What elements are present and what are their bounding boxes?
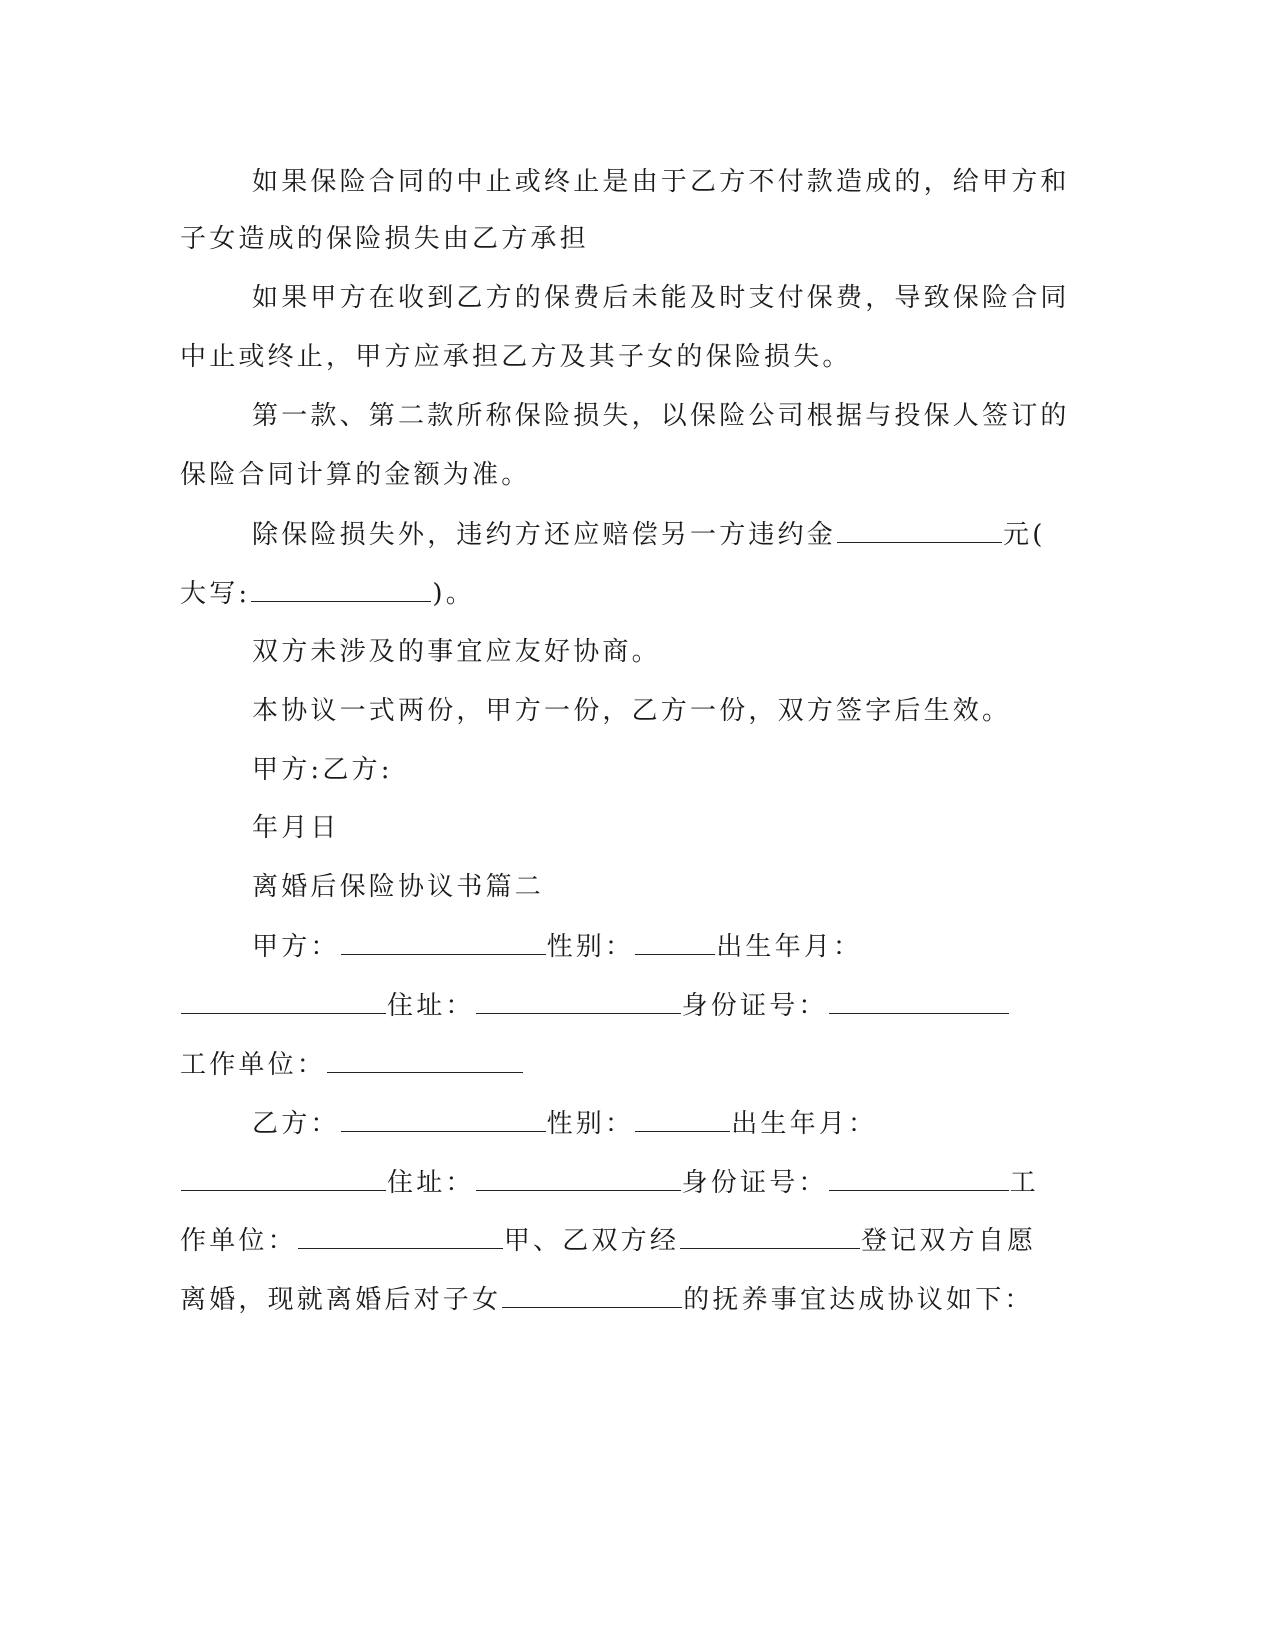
party-a-label: 甲方： (252, 932, 340, 962)
paragraph-line: 中止或终止，甲方应承担乙方及其子女的保险损失。 (180, 342, 852, 372)
uppercase-amount-blank[interactable] (251, 573, 431, 602)
party-b-id-blank[interactable] (829, 1162, 1009, 1191)
id-label: 身份证号： (681, 991, 828, 1021)
paragraph-line: 本协议一式两份，甲方一份，乙方一份，双方签字后生效。 (252, 696, 1012, 726)
party-a-birth-blank[interactable] (181, 985, 386, 1014)
party-b-work-blank[interactable] (298, 1220, 503, 1249)
party-a-work-line (180, 1044, 1040, 1084)
party-b-birth-blank[interactable] (181, 1162, 386, 1191)
party-b-label: 乙方： (252, 1109, 340, 1139)
gender-label: 性别： (546, 1109, 635, 1139)
work-label: 工作单位： (180, 1050, 327, 1080)
section-title: 离婚后保险协议书篇二 (252, 872, 545, 902)
child-name-blank[interactable] (502, 1279, 682, 1308)
date-line: 年月日 (252, 813, 340, 843)
party-b-name-blank[interactable] (341, 1103, 546, 1132)
party-a-name-blank[interactable] (341, 926, 546, 955)
paragraph-line: 第一款、第二款所称保险损失，以保险公司根据与投保人签订的 (252, 401, 1070, 431)
party-b-address-blank[interactable] (476, 1162, 681, 1191)
party-a-address-line (180, 985, 1040, 1025)
divorce-text: 离婚，现就离婚后对子女 (180, 1285, 502, 1315)
paragraph-line: 保险合同计算的金额为准。 (180, 460, 531, 490)
child-line (180, 1279, 1040, 1319)
parties-text: 甲、乙双方经 (503, 1226, 680, 1256)
registration-text: 登记双方自愿 (861, 1226, 1037, 1256)
signature-line: 甲方:乙方: (252, 755, 393, 785)
penalty-uppercase-line (180, 573, 1040, 613)
party-a-line (252, 926, 1042, 966)
paragraph-line: 双方未涉及的事宜应友好协商。 (252, 637, 661, 667)
party-b-gender-blank[interactable] (635, 1103, 730, 1132)
address-label: 住址： (387, 991, 475, 1021)
registration-office-blank[interactable] (680, 1220, 860, 1249)
gender-label: 性别： (546, 932, 635, 962)
party-a-gender-blank[interactable] (635, 926, 715, 955)
paragraph-line: 如果保险合同的中止或终止是由于乙方不付款造成的，给甲方和 (252, 167, 1070, 197)
agreement-text: 的抚养事宜达成协议如下： (683, 1285, 1034, 1315)
party-a-address-blank[interactable] (476, 985, 681, 1014)
party-b-address-line (180, 1162, 1040, 1202)
penalty-line (252, 514, 1046, 554)
penalty-text: 除保险损失外，违约方还应赔偿另一方违约金 (252, 520, 837, 550)
address-label: 住址： (387, 1168, 475, 1198)
penalty-amount-blank[interactable] (837, 514, 1002, 543)
party-b-line (252, 1103, 1042, 1143)
paragraph-line: 如果甲方在收到乙方的保费后未能及时支付保费，导致保险合同 (252, 283, 1070, 313)
paragraph-line: 子女造成的保险损失由乙方承担 (180, 224, 589, 254)
party-a-id-blank[interactable] (829, 985, 1009, 1014)
work-label-end: 作单位： (180, 1226, 297, 1256)
uppercase-close: )。 (432, 579, 475, 609)
penalty-unit-text: 元( (1003, 520, 1046, 550)
party-a-work-blank[interactable] (327, 1044, 523, 1073)
id-label: 身份证号： (681, 1168, 828, 1198)
registration-line (180, 1220, 1040, 1260)
birth-label: 出生年月： (716, 932, 863, 962)
uppercase-label: 大写: (180, 579, 251, 609)
birth-label: 出生年月： (731, 1109, 878, 1139)
work-label-start: 工 (1009, 1168, 1039, 1198)
